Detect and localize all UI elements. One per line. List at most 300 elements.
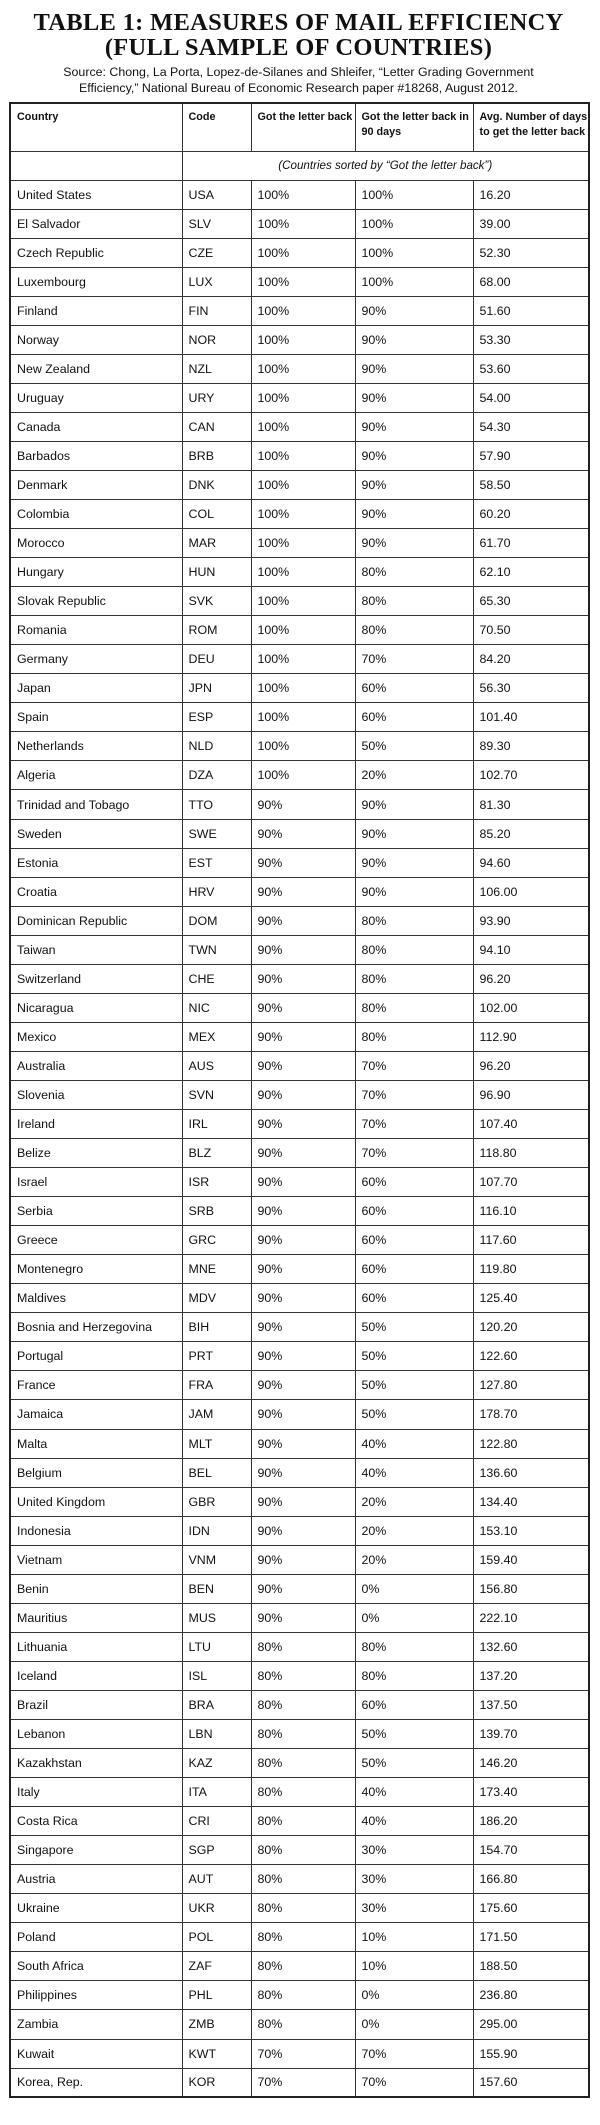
avg-days-cell: 51.60 xyxy=(473,296,589,325)
got-letter-back-90-days-cell: 90% xyxy=(355,500,473,529)
code-cell: MLT xyxy=(182,1429,251,1458)
got-letter-back-90-days-cell: 70% xyxy=(355,2039,473,2068)
got-letter-back-cell: 100% xyxy=(251,441,355,470)
table-row xyxy=(10,877,589,906)
table-row xyxy=(10,1487,589,1516)
got-letter-back-cell: 100% xyxy=(251,354,355,383)
country-cell: Switzerland xyxy=(10,964,182,993)
got-letter-back-90-days-cell: 50% xyxy=(355,1400,473,1429)
got-letter-back-cell: 80% xyxy=(251,1923,355,1952)
got-letter-back-90-days-cell: 10% xyxy=(355,1952,473,1981)
sort-note: (Countries sorted by “Got the letter back”) xyxy=(182,151,589,180)
avg-days-cell: 39.00 xyxy=(473,209,589,238)
avg-days-cell: 119.80 xyxy=(473,1255,589,1284)
got-letter-back-90-days-cell: 80% xyxy=(355,993,473,1022)
got-letter-back-90-days-cell: 50% xyxy=(355,1749,473,1778)
code-cell: FIN xyxy=(182,296,251,325)
country-cell: Nicaragua xyxy=(10,993,182,1022)
code-cell: DZA xyxy=(182,761,251,790)
table-row xyxy=(10,1284,589,1313)
code-cell: DEU xyxy=(182,645,251,674)
avg-days-cell: 171.50 xyxy=(473,1923,589,1952)
country-cell: Norway xyxy=(10,325,182,354)
avg-days-cell: 93.90 xyxy=(473,906,589,935)
avg-days-cell: 236.80 xyxy=(473,1981,589,2010)
got-letter-back-cell: 90% xyxy=(251,1371,355,1400)
country-cell: Germany xyxy=(10,645,182,674)
country-cell: Kazakhstan xyxy=(10,1749,182,1778)
got-letter-back-90-days-cell: 100% xyxy=(355,238,473,267)
table-row xyxy=(10,1778,589,1807)
avg-days-cell: 52.30 xyxy=(473,238,589,267)
country-cell: Uruguay xyxy=(10,383,182,412)
country-cell: Kuwait xyxy=(10,2039,182,2068)
country-cell: Israel xyxy=(10,1168,182,1197)
got-letter-back-cell: 90% xyxy=(251,790,355,819)
code-cell: POL xyxy=(182,1923,251,1952)
code-cell: SGP xyxy=(182,1836,251,1865)
table-row xyxy=(10,238,589,267)
table-row xyxy=(10,1516,589,1545)
code-cell: NZL xyxy=(182,354,251,383)
got-letter-back-cell: 90% xyxy=(251,1429,355,1458)
code-cell: AUT xyxy=(182,1865,251,1894)
got-letter-back-cell: 100% xyxy=(251,412,355,441)
got-letter-back-cell: 80% xyxy=(251,1749,355,1778)
code-cell: CZE xyxy=(182,238,251,267)
got-letter-back-90-days-cell: 100% xyxy=(355,209,473,238)
got-letter-back-90-days-cell: 30% xyxy=(355,1894,473,1923)
table-row xyxy=(10,2010,589,2039)
country-cell: France xyxy=(10,1371,182,1400)
country-cell: Iceland xyxy=(10,1661,182,1690)
avg-days-cell: 137.50 xyxy=(473,1690,589,1719)
got-letter-back-cell: 80% xyxy=(251,1632,355,1661)
country-cell: Bosnia and Herzegovina xyxy=(10,1313,182,1342)
got-letter-back-90-days-cell: 80% xyxy=(355,1632,473,1661)
code-cell: ISR xyxy=(182,1168,251,1197)
country-cell: New Zealand xyxy=(10,354,182,383)
code-cell: UKR xyxy=(182,1894,251,1923)
avg-days-cell: 56.30 xyxy=(473,674,589,703)
table-row xyxy=(10,558,589,587)
country-cell: Japan xyxy=(10,674,182,703)
title-line-2: (FULL SAMPLE OF COUNTRIES) xyxy=(104,34,493,61)
got-letter-back-90-days-cell: 80% xyxy=(355,616,473,645)
avg-days-cell: 139.70 xyxy=(473,1719,589,1748)
table-row xyxy=(10,703,589,732)
got-letter-back-90-days-cell: 30% xyxy=(355,1836,473,1865)
got-letter-back-cell: 100% xyxy=(251,325,355,354)
got-letter-back-90-days-cell: 70% xyxy=(355,645,473,674)
source-citation xyxy=(9,64,588,96)
code-cell: GBR xyxy=(182,1487,251,1516)
table-row xyxy=(10,819,589,848)
avg-days-cell: 125.40 xyxy=(473,1284,589,1313)
avg-days-cell: 132.60 xyxy=(473,1632,589,1661)
code-cell: TWN xyxy=(182,935,251,964)
got-letter-back-90-days-cell: 20% xyxy=(355,1545,473,1574)
got-letter-back-90-days-cell: 40% xyxy=(355,1429,473,1458)
got-letter-back-90-days-cell: 90% xyxy=(355,848,473,877)
country-cell: Poland xyxy=(10,1923,182,1952)
country-cell: Czech Republic xyxy=(10,238,182,267)
got-letter-back-cell: 90% xyxy=(251,1603,355,1632)
got-letter-back-90-days-cell: 90% xyxy=(355,325,473,354)
avg-days-cell: 156.80 xyxy=(473,1574,589,1603)
got-letter-back-90-days-cell: 0% xyxy=(355,1603,473,1632)
country-cell: United States xyxy=(10,180,182,209)
avg-days-cell: 107.40 xyxy=(473,1110,589,1139)
avg-days-cell: 96.20 xyxy=(473,1051,589,1080)
code-cell: GRC xyxy=(182,1226,251,1255)
code-cell: JAM xyxy=(182,1400,251,1429)
country-cell: Morocco xyxy=(10,529,182,558)
avg-days-cell: 178.70 xyxy=(473,1400,589,1429)
country-cell: Mauritius xyxy=(10,1603,182,1632)
code-cell: HRV xyxy=(182,877,251,906)
avg-days-cell: 89.30 xyxy=(473,732,589,761)
country-cell: Austria xyxy=(10,1865,182,1894)
code-cell: CHE xyxy=(182,964,251,993)
avg-days-cell: 54.30 xyxy=(473,412,589,441)
got-letter-back-90-days-cell: 70% xyxy=(355,1051,473,1080)
avg-days-cell: 175.60 xyxy=(473,1894,589,1923)
avg-days-cell: 85.20 xyxy=(473,819,589,848)
country-cell: Singapore xyxy=(10,1836,182,1865)
table-row xyxy=(10,1690,589,1719)
country-cell: South Africa xyxy=(10,1952,182,1981)
country-cell: Italy xyxy=(10,1778,182,1807)
avg-days-cell: 120.20 xyxy=(473,1313,589,1342)
got-letter-back-90-days-cell: 90% xyxy=(355,790,473,819)
table-row xyxy=(10,1836,589,1865)
country-cell: Portugal xyxy=(10,1342,182,1371)
table-row xyxy=(10,1168,589,1197)
table-row xyxy=(10,1661,589,1690)
table-row xyxy=(10,645,589,674)
code-cell: ESP xyxy=(182,703,251,732)
avg-days-cell: 159.40 xyxy=(473,1545,589,1574)
got-letter-back-cell: 100% xyxy=(251,558,355,587)
table-row xyxy=(10,529,589,558)
got-letter-back-90-days-cell: 90% xyxy=(355,441,473,470)
avg-days-cell: 222.10 xyxy=(473,1603,589,1632)
country-cell: Dominican Republic xyxy=(10,906,182,935)
table-row xyxy=(10,1894,589,1923)
got-letter-back-90-days-cell: 20% xyxy=(355,1487,473,1516)
sort-note-row xyxy=(10,151,589,180)
table-row xyxy=(10,616,589,645)
got-letter-back-90-days-cell: 70% xyxy=(355,1110,473,1139)
country-cell: Mexico xyxy=(10,1022,182,1051)
country-cell: Finland xyxy=(10,296,182,325)
got-letter-back-cell: 90% xyxy=(251,1400,355,1429)
got-letter-back-cell: 90% xyxy=(251,848,355,877)
got-letter-back-90-days-cell: 0% xyxy=(355,1574,473,1603)
got-letter-back-cell: 100% xyxy=(251,180,355,209)
got-letter-back-90-days-cell: 90% xyxy=(355,529,473,558)
table-row xyxy=(10,1923,589,1952)
avg-days-cell: 16.20 xyxy=(473,180,589,209)
got-letter-back-cell: 100% xyxy=(251,529,355,558)
got-letter-back-cell: 80% xyxy=(251,2010,355,2039)
code-cell: MDV xyxy=(182,1284,251,1313)
got-letter-back-cell: 90% xyxy=(251,1574,355,1603)
country-cell: El Salvador xyxy=(10,209,182,238)
got-letter-back-cell: 90% xyxy=(251,1080,355,1109)
got-letter-back-cell: 80% xyxy=(251,1719,355,1748)
code-cell: EST xyxy=(182,848,251,877)
country-cell: Philippines xyxy=(10,1981,182,2010)
country-cell: Jamaica xyxy=(10,1400,182,1429)
got-letter-back-90-days-cell: 60% xyxy=(355,1690,473,1719)
got-letter-back-cell: 100% xyxy=(251,645,355,674)
avg-days-cell: 173.40 xyxy=(473,1778,589,1807)
avg-days-cell: 70.50 xyxy=(473,616,589,645)
got-letter-back-90-days-cell: 70% xyxy=(355,1080,473,1109)
country-cell: Hungary xyxy=(10,558,182,587)
table-row xyxy=(10,267,589,296)
code-cell: LBN xyxy=(182,1719,251,1748)
country-cell: Algeria xyxy=(10,761,182,790)
code-cell: HUN xyxy=(182,558,251,587)
code-cell: JPN xyxy=(182,674,251,703)
avg-days-cell: 68.00 xyxy=(473,267,589,296)
country-cell: Slovenia xyxy=(10,1080,182,1109)
code-cell: URY xyxy=(182,383,251,412)
country-cell: Korea, Rep. xyxy=(10,2068,182,2097)
got-letter-back-90-days-cell: 60% xyxy=(355,1284,473,1313)
code-cell: COL xyxy=(182,500,251,529)
got-letter-back-cell: 90% xyxy=(251,1022,355,1051)
code-cell: ZMB xyxy=(182,2010,251,2039)
got-letter-back-90-days-cell: 80% xyxy=(355,1661,473,1690)
code-cell: IRL xyxy=(182,1110,251,1139)
got-letter-back-90-days-cell: 100% xyxy=(355,180,473,209)
table-row xyxy=(10,209,589,238)
avg-days-cell: 53.30 xyxy=(473,325,589,354)
avg-days-cell: 116.10 xyxy=(473,1197,589,1226)
column-header-avg-days: Avg. Number of days to get the letter back xyxy=(473,103,589,151)
got-letter-back-cell: 90% xyxy=(251,1545,355,1574)
got-letter-back-90-days-cell: 50% xyxy=(355,1313,473,1342)
avg-days-cell: 102.00 xyxy=(473,993,589,1022)
country-cell: Romania xyxy=(10,616,182,645)
got-letter-back-90-days-cell: 90% xyxy=(355,412,473,441)
table-row xyxy=(10,1197,589,1226)
table-row xyxy=(10,383,589,412)
got-letter-back-90-days-cell: 50% xyxy=(355,1342,473,1371)
code-cell: MNE xyxy=(182,1255,251,1284)
country-cell: Barbados xyxy=(10,441,182,470)
country-cell: Ireland xyxy=(10,1110,182,1139)
column-header-got-letter-back: Got the letter back xyxy=(251,103,355,151)
table-row xyxy=(10,1255,589,1284)
source-line-1: Source: Chong, La Porta, Lopez-de-Silanes and Shleifer, “Letter Grading Government xyxy=(63,65,534,79)
table-row xyxy=(10,1342,589,1371)
got-letter-back-90-days-cell: 50% xyxy=(355,1371,473,1400)
got-letter-back-90-days-cell: 40% xyxy=(355,1807,473,1836)
table-row xyxy=(10,1865,589,1894)
got-letter-back-90-days-cell: 90% xyxy=(355,470,473,499)
got-letter-back-cell: 90% xyxy=(251,877,355,906)
avg-days-cell: 84.20 xyxy=(473,645,589,674)
got-letter-back-cell: 90% xyxy=(251,1139,355,1168)
got-letter-back-90-days-cell: 100% xyxy=(355,267,473,296)
table-row xyxy=(10,1807,589,1836)
table-row xyxy=(10,1429,589,1458)
avg-days-cell: 154.70 xyxy=(473,1836,589,1865)
table-row xyxy=(10,296,589,325)
country-cell: Denmark xyxy=(10,470,182,499)
code-cell: FRA xyxy=(182,1371,251,1400)
table-row xyxy=(10,964,589,993)
code-cell: DOM xyxy=(182,906,251,935)
avg-days-cell: 155.90 xyxy=(473,2039,589,2068)
country-cell: Canada xyxy=(10,412,182,441)
got-letter-back-cell: 90% xyxy=(251,906,355,935)
avg-days-cell: 146.20 xyxy=(473,1749,589,1778)
table-row xyxy=(10,732,589,761)
code-cell: ISL xyxy=(182,1661,251,1690)
code-cell: SVN xyxy=(182,1080,251,1109)
code-cell: KWT xyxy=(182,2039,251,2068)
table-row xyxy=(10,500,589,529)
table-row xyxy=(10,935,589,964)
got-letter-back-cell: 90% xyxy=(251,964,355,993)
code-cell: IDN xyxy=(182,1516,251,1545)
got-letter-back-cell: 100% xyxy=(251,238,355,267)
avg-days-cell: 101.40 xyxy=(473,703,589,732)
title-line-1: TABLE 1: MEASURES OF MAIL EFFICIENCY xyxy=(33,9,564,36)
avg-days-cell: 94.60 xyxy=(473,848,589,877)
got-letter-back-cell: 100% xyxy=(251,674,355,703)
table-title xyxy=(9,10,588,60)
table-row xyxy=(10,1981,589,2010)
got-letter-back-cell: 90% xyxy=(251,1255,355,1284)
code-cell: KAZ xyxy=(182,1749,251,1778)
got-letter-back-cell: 100% xyxy=(251,296,355,325)
country-cell: United Kingdom xyxy=(10,1487,182,1516)
got-letter-back-90-days-cell: 60% xyxy=(355,1168,473,1197)
sort-note-spacer xyxy=(10,151,182,180)
got-letter-back-cell: 90% xyxy=(251,993,355,1022)
got-letter-back-90-days-cell: 80% xyxy=(355,964,473,993)
table-row xyxy=(10,993,589,1022)
country-cell: Serbia xyxy=(10,1197,182,1226)
avg-days-cell: 62.10 xyxy=(473,558,589,587)
table-row xyxy=(10,1400,589,1429)
code-cell: PRT xyxy=(182,1342,251,1371)
got-letter-back-cell: 80% xyxy=(251,1981,355,2010)
table-row xyxy=(10,1313,589,1342)
got-letter-back-cell: 100% xyxy=(251,761,355,790)
got-letter-back-90-days-cell: 80% xyxy=(355,935,473,964)
got-letter-back-90-days-cell: 0% xyxy=(355,2010,473,2039)
code-cell: NIC xyxy=(182,993,251,1022)
table-row xyxy=(10,1603,589,1632)
code-cell: ZAF xyxy=(182,1952,251,1981)
table-row xyxy=(10,906,589,935)
got-letter-back-cell: 90% xyxy=(251,1197,355,1226)
table-row xyxy=(10,674,589,703)
got-letter-back-cell: 80% xyxy=(251,1661,355,1690)
got-letter-back-cell: 80% xyxy=(251,1836,355,1865)
table-row xyxy=(10,470,589,499)
table-row xyxy=(10,587,589,616)
avg-days-cell: 136.60 xyxy=(473,1458,589,1487)
code-cell: TTO xyxy=(182,790,251,819)
table-row xyxy=(10,1110,589,1139)
got-letter-back-90-days-cell: 40% xyxy=(355,1458,473,1487)
table-row xyxy=(10,1952,589,1981)
got-letter-back-90-days-cell: 50% xyxy=(355,1719,473,1748)
got-letter-back-cell: 80% xyxy=(251,1690,355,1719)
avg-days-cell: 54.00 xyxy=(473,383,589,412)
code-cell: PHL xyxy=(182,1981,251,2010)
country-cell: Costa Rica xyxy=(10,1807,182,1836)
country-cell: Australia xyxy=(10,1051,182,1080)
got-letter-back-90-days-cell: 60% xyxy=(355,703,473,732)
avg-days-cell: 53.60 xyxy=(473,354,589,383)
table-row xyxy=(10,1080,589,1109)
got-letter-back-90-days-cell: 70% xyxy=(355,1139,473,1168)
avg-days-cell: 166.80 xyxy=(473,1865,589,1894)
table-row xyxy=(10,790,589,819)
table-row xyxy=(10,325,589,354)
table-row xyxy=(10,1022,589,1051)
avg-days-cell: 122.60 xyxy=(473,1342,589,1371)
code-cell: VNM xyxy=(182,1545,251,1574)
code-cell: KOR xyxy=(182,2068,251,2097)
avg-days-cell: 81.30 xyxy=(473,790,589,819)
country-cell: Estonia xyxy=(10,848,182,877)
got-letter-back-90-days-cell: 80% xyxy=(355,906,473,935)
table-row xyxy=(10,1139,589,1168)
avg-days-cell: 295.00 xyxy=(473,2010,589,2039)
country-cell: Malta xyxy=(10,1429,182,1458)
code-cell: ROM xyxy=(182,616,251,645)
code-cell: SWE xyxy=(182,819,251,848)
got-letter-back-90-days-cell: 60% xyxy=(355,1226,473,1255)
code-cell: BIH xyxy=(182,1313,251,1342)
got-letter-back-cell: 80% xyxy=(251,1807,355,1836)
code-cell: SVK xyxy=(182,587,251,616)
got-letter-back-90-days-cell: 20% xyxy=(355,1516,473,1545)
got-letter-back-90-days-cell: 0% xyxy=(355,1981,473,2010)
country-cell: Croatia xyxy=(10,877,182,906)
got-letter-back-cell: 90% xyxy=(251,1051,355,1080)
code-cell: NOR xyxy=(182,325,251,354)
code-cell: ITA xyxy=(182,1778,251,1807)
table-row xyxy=(10,1371,589,1400)
country-cell: Colombia xyxy=(10,500,182,529)
got-letter-back-cell: 100% xyxy=(251,267,355,296)
avg-days-cell: 134.40 xyxy=(473,1487,589,1516)
table-body xyxy=(10,151,589,2097)
code-cell: SRB xyxy=(182,1197,251,1226)
got-letter-back-cell: 90% xyxy=(251,1342,355,1371)
got-letter-back-90-days-cell: 50% xyxy=(355,732,473,761)
avg-days-cell: 157.60 xyxy=(473,2068,589,2097)
avg-days-cell: 65.30 xyxy=(473,587,589,616)
got-letter-back-90-days-cell: 80% xyxy=(355,587,473,616)
table-row xyxy=(10,1226,589,1255)
country-cell: Lithuania xyxy=(10,1632,182,1661)
column-header-got-letter-back-90-days: Got the letter back in 90 days xyxy=(355,103,473,151)
table-row xyxy=(10,761,589,790)
